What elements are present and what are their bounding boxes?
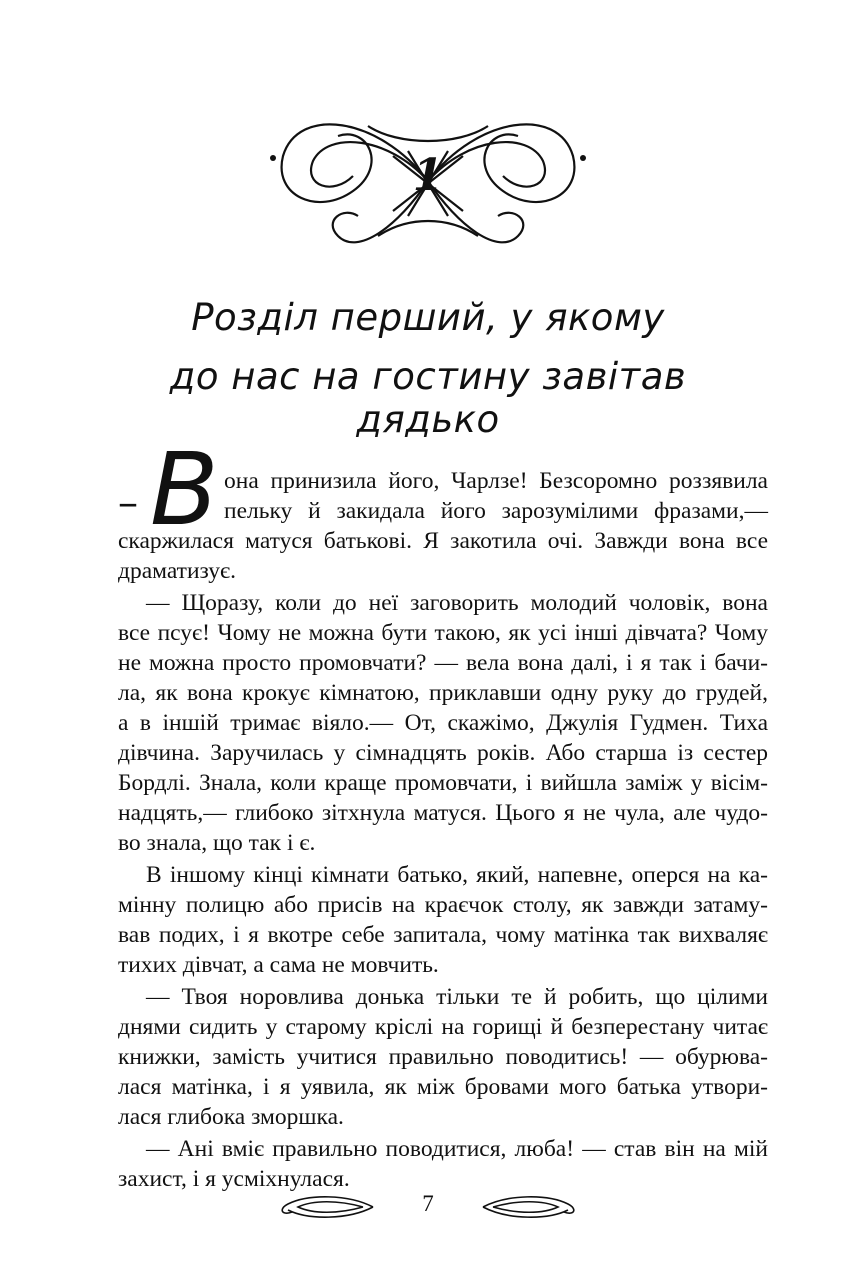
paragraph-line: лася глибока зморшка. (118, 1104, 344, 1130)
paragraph-line: мінну полицю або присів на краєчок столу, як завжди затаму- (118, 892, 768, 918)
paragraph-line: тихих дівчат, а сама не мовчить. (118, 952, 439, 978)
chapter-number: 1 (412, 150, 444, 201)
paragraph-line: она принизила його, Чарлзе! Безсоромно роззявила (224, 468, 768, 494)
chapter-title-line-1: Розділ перший, у якому (191, 296, 665, 339)
dropcap-dash: – (118, 480, 138, 526)
footer-ornament-right-icon (478, 1192, 588, 1222)
paragraph-line: — Щоразу, коли до неї заговорить молодий чоловік, вона (146, 590, 768, 616)
paragraph-line: захист, і я усміхнулася. (118, 1166, 350, 1192)
paragraph-line: ла, як вона крокує кімнатою, приклавши одну руку до грудей, (118, 680, 768, 706)
paragraph-line: лася матінка, і я уявила, як між бровами мого батька утвори- (118, 1074, 768, 1100)
paragraph-line: а в іншій тримає віяло.— От, скажімо, Джулія Гудмен. Тиха (118, 710, 768, 736)
dropcap-letter: В (150, 431, 219, 548)
paragraph-line: Бордлі. Знала, коли краще промовчати, і вийшла заміж у вісім- (118, 770, 768, 796)
paragraph-line: все псує! Чому не можна бути такою, як усі інші дівчата? Чому (118, 620, 768, 646)
paragraph-line: драматизує. (118, 558, 237, 584)
paragraph-line: днями сидить у старому кріслі на горищі й безперестану читає (118, 1014, 768, 1040)
paragraph-line: — Твоя норовлива донька тільки те й робить, що цілими (146, 984, 768, 1010)
paragraph-line: скаржилася матуся батькові. Я закотила очі. Завжди вона все (118, 528, 768, 554)
paragraph-line: В іншому кінці кімнати батько, який, напевне, оперся на ка- (146, 862, 768, 888)
paragraph-line: надцять,— глибоко зітхнула матуся. Цього я не чула, але чудо- (118, 800, 768, 826)
page-number: 7 (422, 1191, 434, 1216)
paragraph-line: — Ані вміє правильно поводитися, люба! — став він на мій (146, 1136, 768, 1162)
paragraph-line: дівчина. Заручилась у сімнадцять років. Або старша із сестер (118, 740, 768, 766)
paragraph-line: пельку й закидала його зарозумілими фразами,— (224, 498, 768, 524)
chapter-title-line-2: до нас на гостину завітав дядько (169, 355, 687, 441)
paragraph-line: не можна просто промовчати? — вела вона далі, і я так і бачи- (118, 650, 768, 676)
footer-ornament-left-icon (268, 1192, 378, 1222)
paragraph-line: вав подих, і я вкотре себе запитала, чому матінка так вихваляє (118, 922, 768, 948)
paragraph-line: книжки, замість учитися правильно поводитись! — обурюва- (118, 1044, 768, 1070)
paragraph-line: во знала, що так і є. (118, 830, 316, 856)
